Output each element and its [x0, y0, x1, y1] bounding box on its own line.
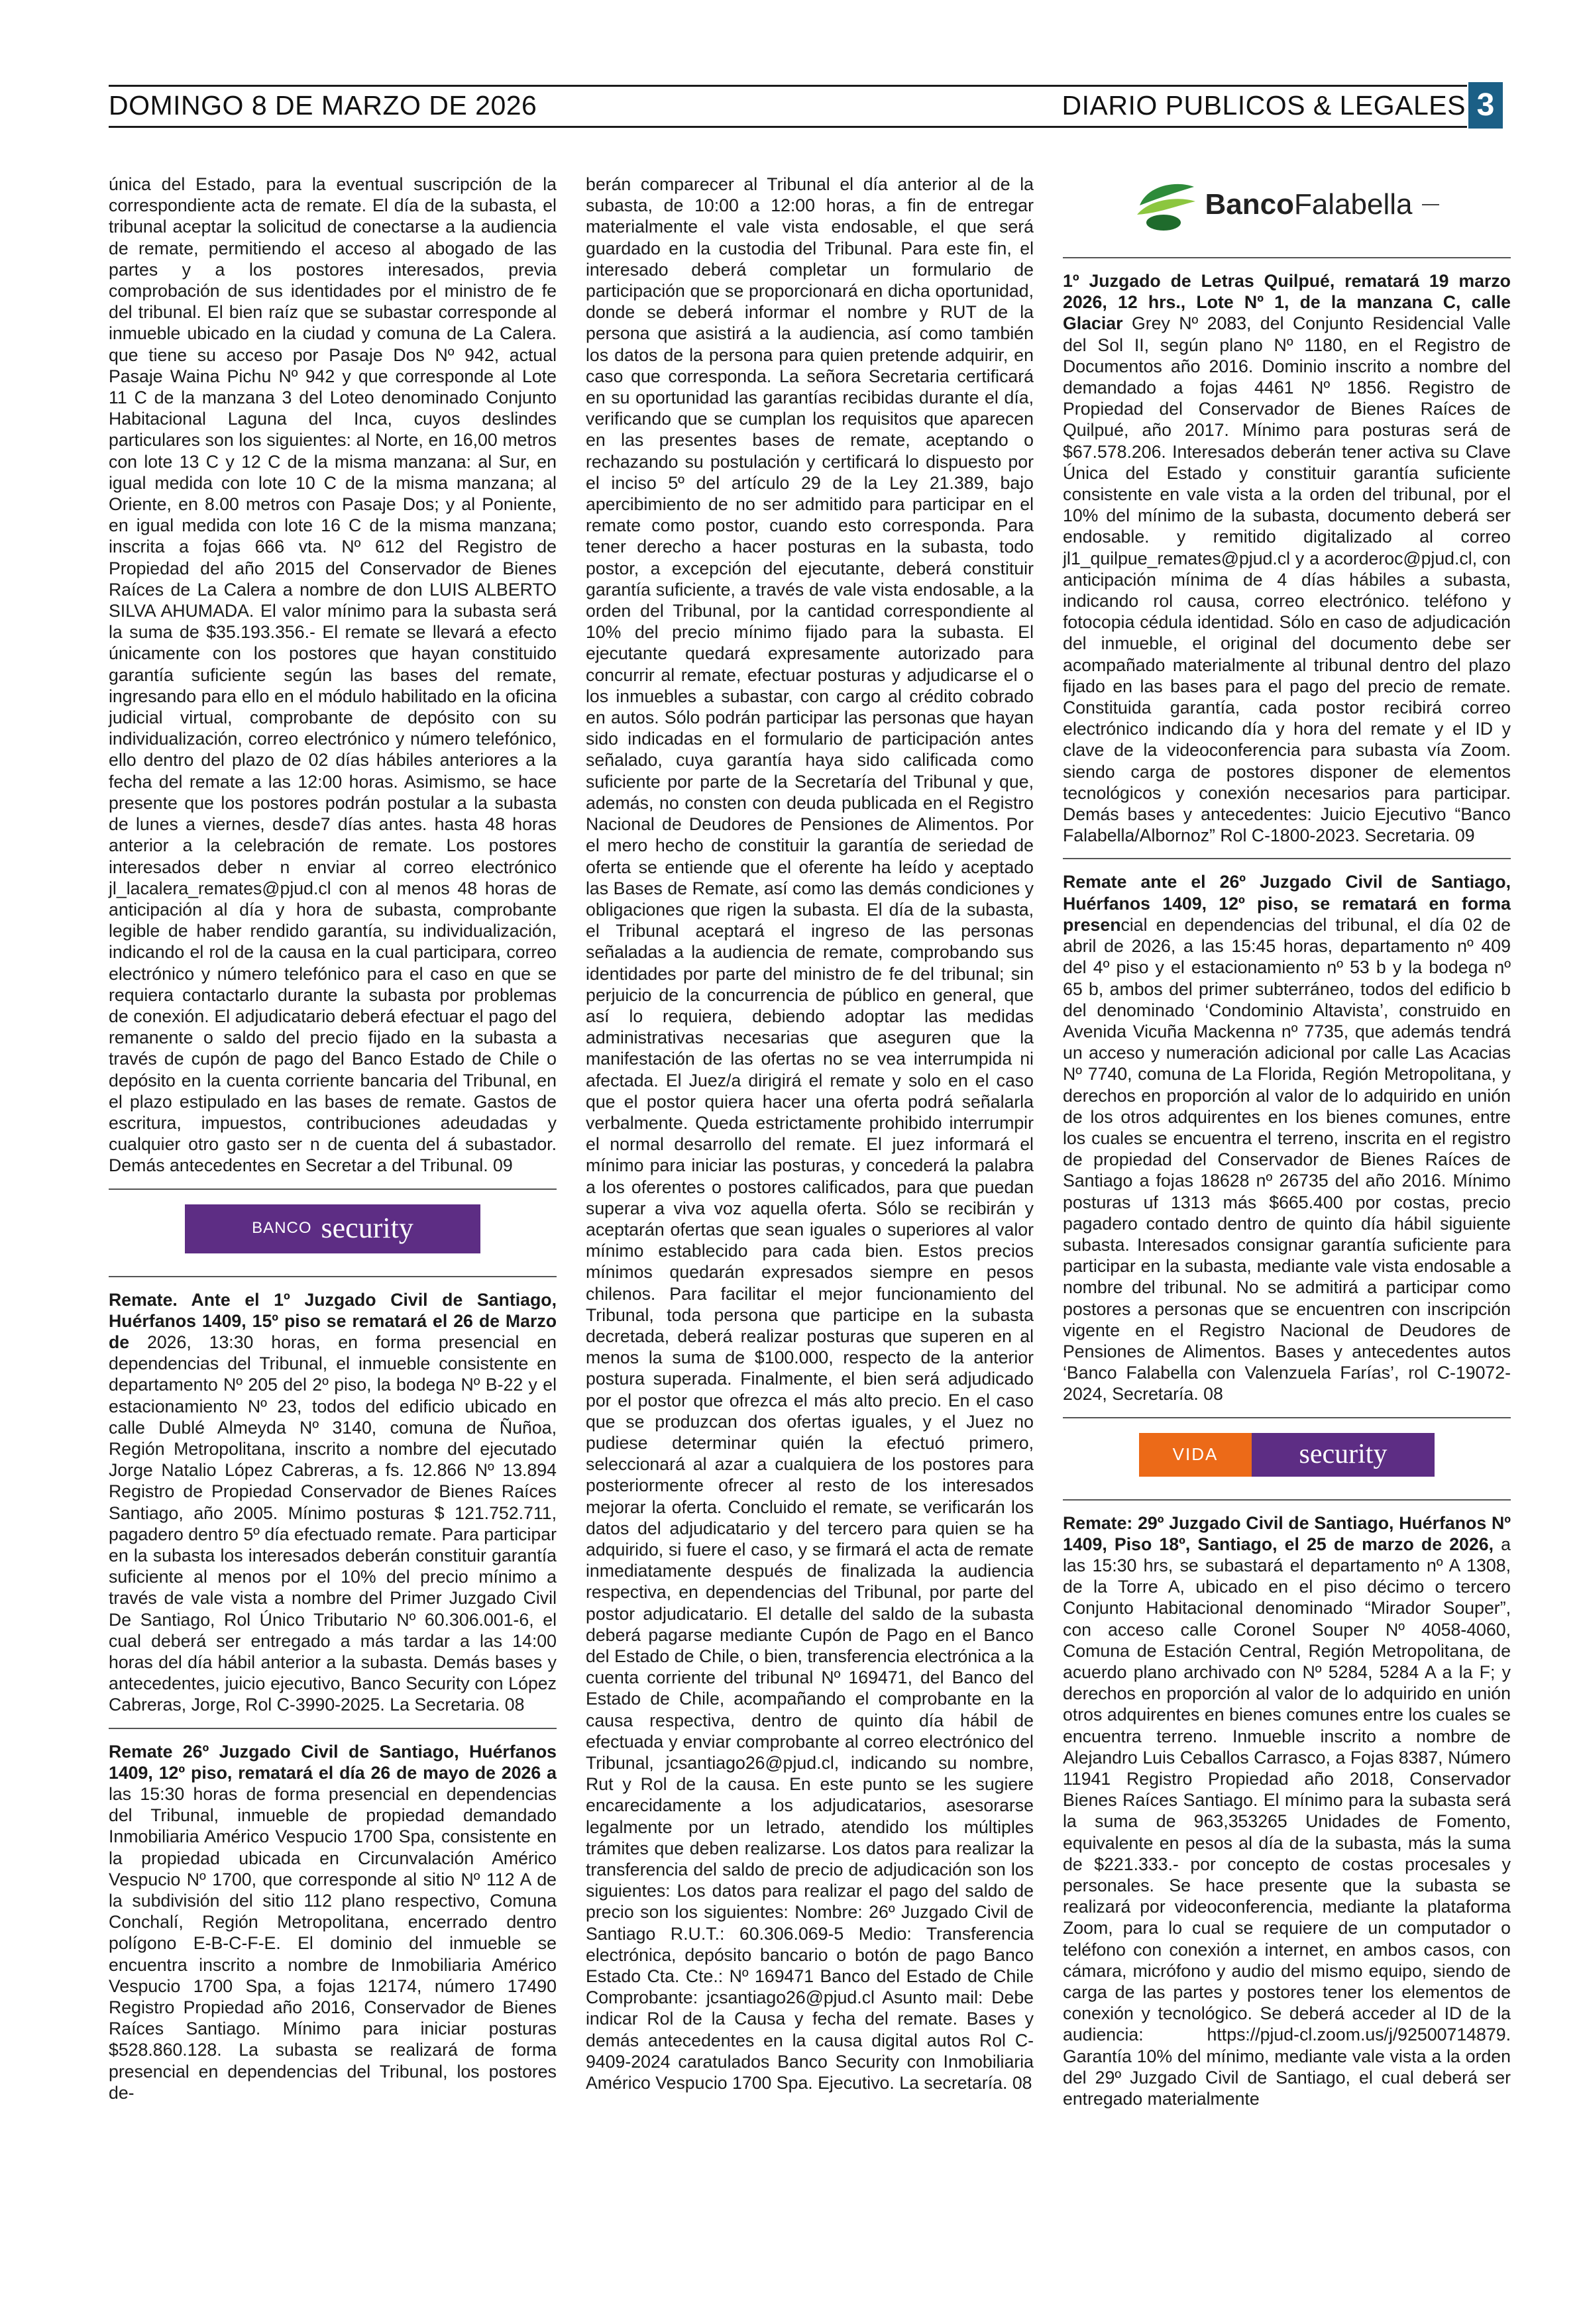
header-rule-top: [109, 85, 1467, 87]
notice-body: Grey Nº 2083, del Conjunto Residencial Valle del Sol II, según plano Nº 1180, en el Registro de Documentos año 2016. Dominio inscrito a nombre del demandado a fojas 4461 Nº 1856. Registro de Propiedad del Conservador de Bienes Raíces de Quilpué, año 2017. Mínimo para posturas será de $67.578.206. Interesados deberán tener activa su Clave Única del Estado y constituir garantía suficiente consistente en vale vista a la orden del tribunal, por el 10% del mínimo de la subasta, documento deberá ser endosable. y remitido digitalizado al correo jl1_quilpue_remates@pjud.cl y a acorderoc@pjud.cl, con anticipación mínima de 4 días hábiles a subasta, indicando rol causa, correo electrónico. teléfono y fotocopia cédula identidad. Sólo en caso de adjudicación del inmueble, el original del documento debe ser acompañado materialmente al tribunal dentro del plazo fijado en las bases para el pago del precio de remate. Constituida garantía, cada postor recibirá correo electrónico indicando día y hora del remate y el ID y clave de la videoconferencia para subasta vía Zoom. siendo carga de postores disponer de elementos tecnológicos y conexión necesarios para participar. Demás bases y antecedentes: Juicio Ejecutivo “Banco Falabella/Albornoz” Rol C-1800-2023. Secretaria. 09: [1063, 313, 1511, 846]
notice-quilpue: [1063, 270, 1511, 846]
falabella-leaf-icon: [1134, 176, 1198, 233]
vida-security-logo: [1063, 1433, 1511, 1477]
notice-lead: Remate. Ante el 1º Juzgado Civil de Santiago, Huérfanos 1409, 15º piso se rematará el 26 de Marzo de: [109, 1289, 557, 1352]
header-rule-bottom: [109, 126, 1467, 128]
notice-body: a las 15:30 hrs, se subastará el departamento nº A 1308, de la Torre A, ubicado en el piso décimo o tercero Conjunto Habitacional denominado “Mirador Souper”, con acceso calle Coronel Souper Nº 4058-4060, Comuna de Estación Central, Región Metropolitana, de acuerdo plano archivado con Nº 5284, 5284 A a la F; y derechos en proporción al valor de lo adquirido en unión otros adquirentes en bienes comunes entre los cuales se encuentra terreno. Inmueble inscrito a nombre de Alejandro Luis Ceballos Carrasco, a Fojas 8387, Número 11941 Registro Propiedad año 2018, Conservador Bienes Raíces Santiago. El mínimo para la subasta será la suma de 963,353265 Unidades de Fomento, equivalente en pesos al día de la subasta, más la suma de $221.333.- por concepto de costas procesales y personales. Se hace presente que la subasta se realizará por videoconferencia, mediante la plataforma Zoom, para lo cual se requiere de un computador o teléfono con conexión a internet, en ambos casos, con cámara, micrófono y audio del mismo equipo, siendo de carga de las partes y postores tener los elementos de conexión y tecnológico. Se deberá acceder al ID de la audiencia: https://pjud-cl.zoom.us/j/92500714879. Garantía 10% del mínimo, mediante vale vista a la orden del 29º Juzgado Civil de Santiago, el cual deberá ser entregado materialmente: [1063, 1534, 1511, 2109]
falabella-wordmark-part2: Falabella: [1293, 187, 1413, 221]
banco-security-logo-label-2: security: [321, 1212, 413, 1245]
notice-separator: [109, 1728, 557, 1729]
notice-separator: [1063, 257, 1511, 258]
column-1: [109, 174, 557, 2103]
notice-1-juzgado-civil-santiago: [109, 1289, 557, 1716]
falabella-wordmark-part1: Banco: [1205, 187, 1294, 221]
page-number-badge: 3: [1468, 82, 1503, 129]
vida-security-logo-label-2: security: [1252, 1433, 1435, 1477]
banco-security-logo-label-1: BANCO: [252, 1219, 312, 1238]
notice-lead: Remate ante el 26º Juzgado Civil de Santiago, Huérfanos 1409, 12º piso, se rematará en forma presen: [1063, 872, 1511, 935]
notice-lead: 1º Juzgado de Letras Quilpué, rematará 19 marzo 2026, 12 hrs., Lote Nº 1, de la manzana C, calle Glaciar: [1063, 271, 1511, 334]
banco-security-logo: [109, 1204, 557, 1253]
notice-lead: Remate 26º Juzgado Civil de Santiago, Huérfanos 1409, 12º piso, rematará el día 26 de mayo de 2026 a: [109, 1741, 557, 1783]
notice-body: cial en dependencias del tribunal, el día 02 de abril de 2026, a las 15:45 horas, departamento nº 409 del 4º piso y el estacionamiento nº 53 b y la bodega nº 65 b, ambos del primer subterráneo, todos del edificio b del denominado ‘Condominio Altavista’, construido en Avenida Vicuña Mackenna nº 7735, que además tendrá un acceso y numeración adicional por calle Las Acacias Nº 7740, comuna de La Florida, Región Metropolitana, y derechos en proporción al valor de lo adquirido en unión de los otros adquirentes en los bienes comunes, entre los cuales se encuentra el terreno, inscrita en el registro de propiedad del Conservador de Bienes Raíces de Santiago a fojas 18628 nº 26735 del año 2016. Mínimo posturas uf 1313 más $665.400 por costas, precio pagadero contado dentro de quinto día hábil siguiente subasta. Interesados consignar garantía suficiente para participar en la subasta, mediante vale vista endosable a nombre del tribunal. No se admitirá a participar como postores a personas que se encuentren con inscripción vigente en el Registro Nacional de Deudores de Pensiones de Alimentos. Bases y antecedentes autos ‘Banco Falabella con Valenzuela Farías’, rol C-19072-2024, Secretaría. 08: [1063, 914, 1511, 1404]
notice-lead: Remate: 29º Juzgado Civil de Santiago, Huérfanos Nº 1409, Piso 18º, Santiago, el 25 de marzo de 2026,: [1063, 1512, 1511, 1554]
notice-body: 2026, 13:30 horas, en forma presencial en dependencias del Tribunal, el inmueble consistente en departamento Nº 205 del 2º piso, la bodega Nº B-22 y el estacionamiento Nº 23, todos del edificio ubicado en calle Dublé Almeyda Nº 3140, comuna de Ñuñoa, Región Metropolitana, inscrito a nombre del ejecutado Jorge Natalio López Cabreras, a fs. 12.866 Nº 13.894 Registro de Propiedad Conservador de Bienes Raíces Santiago, año 2005. Mínimo posturas $ 121.752.711, pagadero dentro 5º día efectuado remate. Para participar en la subasta los interesados deberán constituir garantía suficiente al menos por el 10% del precio mínimo a través de vale vista a nombre del Primer Juzgado Civil De Santiago, Rol Único Tributario Nº 60.306.001-6, el cual deberá ser entregado a más tardar a las 14:00 horas del día hábil anterior a la subasta. Demás bases y antecedentes, juicio ejecutivo, Banco Security con López Cabreras, Jorge, Rol C-3990-2025. La Secretaria. 08: [109, 1332, 557, 1715]
header-date: DOMINGO 8 DE MARZO DE 2026: [109, 90, 537, 121]
notice-body: las 15:30 horas de forma presencial en dependencias del Tribunal, inmueble de propiedad demandado Inmobiliaria Américo Vespucio 1700 Spa, consistente en la propiedad ubicada en Circunvalación Américo Vespucio Nº 1700, que corresponde al sitio Nº 112 A de la subdivisión del sitio 112 plano respectivo, Comuna Conchalí, Región Metropolitana, encerrado dentro polígono E-B-C-F-E. El dominio del inmueble se encuentra inscrito a nombre de Inmobiliaria Américo Vespucio 1700 Spa, a fojas 12174, número 17490 Registro Propiedad año 2016, Conservador de Bienes Raíces Santiago. Mínimo para iniciar posturas $528.860.128. La subasta se realizará de forma presencial en dependencias del Tribunal, los postores de-: [109, 1784, 557, 2103]
notice-la-calera-continuation: única del Estado, para la eventual suscripción de la correspondiente acta de remate. El día de la subasta, el tribunal aceptar la solicitud de conectarse a la audiencia de remate, permitiendo el acceso al abogado de las partes y a los postores interesados, previa comprobación de sus identidades por el ministro de fe del tribunal. El bien raíz que se subastar corresponde al inmueble ubicado en la ciudad y comuna de La Calera. que tiene su acceso por Pasaje Dos Nº 942, actual Pasaje Waina Pichu Nº 942 y que corresponde al Lote 11 C de la manzana 3 del Loteo denominado Conjunto Habitacional Laguna del Inca, cuyos deslindes particulares son los siguientes: al Norte, en 16,00 metros con lote 13 C y 12 C de la misma manzana: al Sur, en igual medida con lote 10 C de la misma manzana; al Oriente, en 8.00 metros con Pasaje Dos; y al Poniente, en igual medida con lote 16 C de la misma manzana; inscrita a fojas 666 vta. Nº 612 del Registro de Propiedad del año 2015 del Conservador de Bienes Raíces de La Calera a nombre de don LUIS ALBERTO SILVA AHUMADA. El valor mínimo para la subasta será la suma de $35.193.356.- El remate se llevará a efecto únicamente con los postores que hayan constituido garantía suficiente según las bases del remate, ingresando para ello en el módulo habilitado en la oficina judicial virtual, comprobante de depósito con su individualización, correo electrónico y número telefónico, ello dentro del plazo de 02 días hábiles anteriores a la fecha del remate a las 12:00 horas. Asimismo, se hace presente que los postores podrán postular a la subasta de lunes a viernes, desde7 días antes. hasta 48 horas anterior a la celebración de remate. Los postores interesados deber n enviar al correo electrónico jl_lacalera_remates@pjud.cl con al menos 48 horas de anticipación al día y hora de subasta, comprobante legible de haber rendido garantía, su individualización, indicando el rol de la causa en la cual participara, correo electrónico y número telefónico para el caso en que se requiera contactarlo durante la subasta por problemas de conexión. El adjudicatario deberá efectuar el pago del remanente o saldo del precio fijado en la subasta a través de cupón de pago del Banco Estado de Chile o depósito en la cuenta corriente bancaria del Tribunal, en el plazo estipulado en las bases de remate. Gastos de escritura, impuestos, contribuciones adeudadas y cualquier otro gasto ser n de cuenta del á subastador. Demás antecedentes en Secretar a del Tribunal. 09: [109, 174, 557, 1176]
column-3: [1063, 168, 1511, 2109]
notice-separator: [109, 1276, 557, 1277]
notice-26-juzgado-continuation: berán comparecer al Tribunal el día anterior al de la subasta, de 10:00 a 12:00 horas, a fin de entregar materialmente el vale vista endosable, el que será guardado en la custodia del Tribunal. Para este fin, el interesado deberá completar un formulario de participación que se proporcionará en dicha oportunidad, donde se deberá informar el nombre y RUT de la persona que asistirá a la audiencia, así como también los datos de la persona para quien pretende adquirir, en caso que corresponda. La señora Secretaria certificará en su oportunidad las garantías recibidas durante el día, verificando que se cumplan los requisitos que aparecen en las presentes bases de remate, aceptando o rechazando su postulación y certificará lo dispuesto por el inciso 5º del artículo 29 de la Ley 21.389, bajo apercibimiento de no ser admitido para participar en el remate como postor, cuando esto corresponda. Para tener derecho a hacer posturas en la subasta, todo postor, a excepción del ejecutante, deberá constituir garantía suficiente, a través de vale vista endosable, a la orden del Tribunal, por la cantidad correspondiente al 10% del precio mínimo fijado para la subasta. El ejecutante quedará expresamente autorizado para concurrir al remate, efectuar posturas y adjudicarse el o los inmuebles a subastar, con cargo al crédito cobrado en autos. Sólo podrán participar las personas que hayan sido indicadas en el formulario de participación antes señalado, cuya garantía haya sido calificada como suficiente por parte de la Secretaría del Tribunal y que, además, no consten con deuda publicada en el Registro Nacional de Deudores de Pensiones de Alimentos. Por el mero hecho de constituir la garantía de seriedad de oferta se entiende que el oferente ha leído y aceptado las Bases de Remate, así como las demás condiciones y obligaciones que rigen la subasta. El día de la subasta, el Tribunal aceptará el ingreso de las personas señaladas a la audiencia de remate, comprobando sus identidades por parte del ministro de fe del tribunal; sin perjuicio de la concurrencia de público en general, que así lo requiera, debiendo adoptar las medidas administrativas necesarias que aseguren que la manifestación de las ofertas no se vea interrumpida ni afectada. El Juez/a dirigirá el remate y solo en el caso que el postor quiera hacer una oferta podrá señalarla verbalmente. Queda estrictamente prohibido interrumpir el normal desarrollo del remate. El juez informará el mínimo para iniciar las posturas, y concederá la palabra a los oferentes o postores calificados, para que puedan superar a viva voz aquella oferta. Sólo se recibirán y aceptarán ofertas que sean iguales o superiores al valor mínimo establecido para cada bien. Estos precios mínimos quedarán expresados siempre en pesos chilenos. Para facilitar el mejor funcionamiento del Tribunal, toda persona que participe en la subasta decretada, deberá realizar posturas que superen en al menos la suma de $100.000, respecto de la anterior postura superada. Finalmente, el bien será adjudicado por el postor que ofrezca el más alto precio. En el caso que se produzcan dos ofertas iguales, y el Juez no pudiese determinar quién la efectuó primero, seleccionará al azar a cualquiera de los postores para posteriormente ofrecer al resto de los interesados mejorar la oferta. Concluido el remate, se verificarán los datos del adjudicatario y del tercero para quien se ha adquirido, si fuere el caso, y se firmará el acta de remate inmediatamente después de finalizada la audiencia respectiva, en dependencias del Tribunal, por parte del postor adjudicatario. El detalle del saldo de la subasta deberá pagarse mediante Cupón de Pago en el Banco del Estado de Chile, o bien, transferencia electrónica a la cuenta corriente del tribunal Nº 169471, del Banco del Estado de Chile, acompañando el comprobante en la causa respectiva, dentro de quinto día hábil de efectuada y enviar comprobante al correo electrónico del Tribunal, jcsantiago26@pjud.cl, indicando su nombre, Rut y Rol de la causa. En este punto se les sugiere encarecidamente a los adjudicatarios, asesorarse legalmente por un letrado, atendido los múltiples trámites que deben realizarse. Los datos para realizar la transferencia del saldo de precio de adjudicación son los siguientes: Los datos para realizar el pago del saldo de precio son los siguientes: Nombre: 26º Juzgado Civil de Santiago R.U.T.: 60.306.069-5 Medio: Transferencia electrónica, depósito bancario o botón de pago Banco Estado Cta. Cte.: Nº 169471 Banco del Estado de Chile Comprobante: jcsantiago26@pjud.cl Asunto mail: Debe indicar Rol de la Causa y fecha del remate. Bases y demás antecedentes en la causa digital autos Rol C-9409-2024 caratulados Banco Security con Inmobiliaria Américo Vespucio 1700 Spa. Ejecutivo. La secretaría. 08: [586, 174, 1034, 2093]
notice-29-juzgado-civil-santiago: [1063, 1512, 1511, 2110]
notice-26-juzgado-civil-santiago: [109, 1741, 557, 2103]
vida-security-logo-label-1: VIDA: [1139, 1433, 1252, 1477]
falabella-logo-line: [1422, 204, 1439, 205]
vida-security-logo-box: [1139, 1433, 1435, 1477]
notice-separator: [1063, 858, 1511, 859]
notice-26-juzgado-la-florida: [1063, 871, 1511, 1404]
column-2: [586, 174, 1034, 2093]
notice-separator: [109, 1188, 557, 1190]
banco-falabella-logo: [1063, 176, 1511, 233]
banco-falabella-wordmark: [1205, 187, 1413, 221]
header-newspaper-name: DIARIO PUBLICOS & LEGALES: [1062, 90, 1466, 121]
notice-separator: [1063, 1499, 1511, 1501]
banco-security-logo-box: [185, 1204, 480, 1253]
notice-separator: [1063, 1417, 1511, 1418]
